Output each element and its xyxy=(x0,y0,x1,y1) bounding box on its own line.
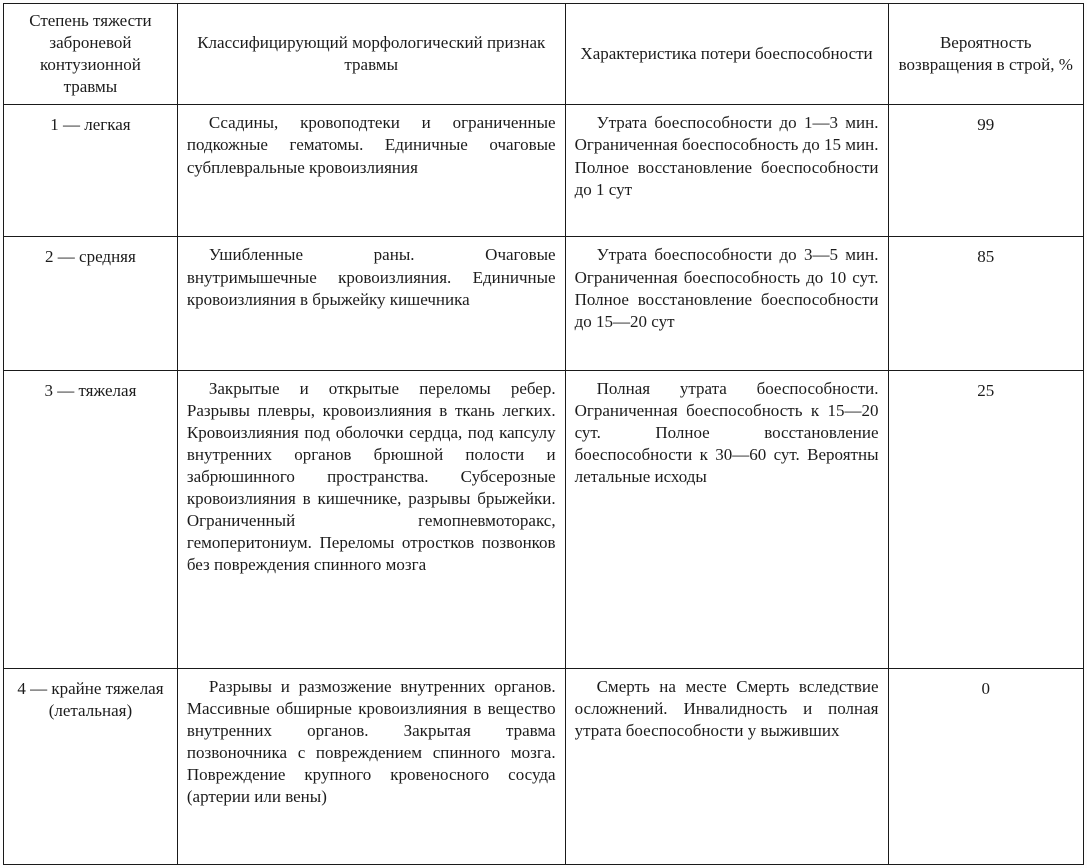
cell-morphology xyxy=(177,105,565,237)
cell-morphology xyxy=(177,668,565,864)
cell-text: Полная утрата боеспособности. Ограниченная боеспособность к 15—20 сут. Полное восстановление боеспособности к 30—60 сут. Вероятны летальные исходы xyxy=(574,378,879,486)
cell-morphology xyxy=(177,237,565,370)
column-header-morphology: Классифицирующий морфологический признак травмы xyxy=(177,4,565,105)
cell-severity: 3 — тяжелая xyxy=(4,370,178,668)
cell-probability: 85 xyxy=(888,237,1084,370)
table-row-severity-4 xyxy=(4,668,1084,864)
table-row-severity-2 xyxy=(4,237,1084,370)
cell-capability xyxy=(565,105,888,237)
cell-severity: 1 — легкая xyxy=(4,105,178,237)
cell-severity: 2 — средняя xyxy=(4,237,178,370)
table-row-severity-3 xyxy=(4,370,1084,668)
table-row-severity-1 xyxy=(4,105,1084,237)
cell-text: Ссадины, кровоподтеки и ограниченные подкожные гематомы. Единичные очаговые субплевральные кровоизлияния xyxy=(186,113,556,177)
trauma-severity-table xyxy=(3,3,1084,865)
cell-text: Утрата боеспособности до 1—3 мин. Ограниченная боеспособность до 15 мин. Полное восстановление боеспособности до 1 сут xyxy=(574,113,879,199)
cell-capability xyxy=(565,370,888,668)
cell-text: Смерть на месте Смерть вследствие осложнений. Инвалидность и полная утрата боеспособности у выживших xyxy=(574,676,879,740)
cell-severity: 4 — крайне тяжелая (летальная) xyxy=(4,668,178,864)
cell-text: Закрытые и открытые переломы ребер. Разрывы плевры, кровоизлияния в ткань легких. Кровоизлияния под оболочки сердца, под капсулу внутренних органов брюшной полости и забрюшинного пространства. Субсерозные кровоизлияния в кишечнике, разрывы брыжейки. Ограниченный гемопневмоторакс, гемоперитониум. Переломы отростков позвонков без повреждения спинного мозга xyxy=(186,378,556,575)
cell-text: Ушибленные раны. Очаговые внутримышечные кровоизлияния. Единичные кровоизлияния в брыжейку кишечника xyxy=(186,245,556,309)
column-header-return-probability: Вероятность возвращения в строй, % xyxy=(888,4,1084,105)
cell-text: Разрывы и размозжение внутренних органов. Массивные обширные кровоизлияния в вещество внутренних органов. Закрытая травма позвоночника с повреждением спинного мозга. Повреждение крупного кровеносного сосуда (артерии или вены) xyxy=(186,676,556,807)
cell-probability: 25 xyxy=(888,370,1084,668)
cell-text: Утрата боеспособности до 3—5 мин. Ограниченная боеспособность до 10 сут. Полное восстановление боеспособности до 15—20 сут xyxy=(574,245,879,331)
cell-morphology xyxy=(177,370,565,668)
cell-capability xyxy=(565,237,888,370)
cell-probability: 99 xyxy=(888,105,1084,237)
column-header-capability-loss: Характеристика потери боеспособности xyxy=(565,4,888,105)
cell-probability: 0 xyxy=(888,668,1084,864)
column-header-severity: Степень тяжести заброневой контузионной травмы xyxy=(4,4,178,105)
cell-capability xyxy=(565,668,888,864)
header-row xyxy=(4,4,1084,105)
